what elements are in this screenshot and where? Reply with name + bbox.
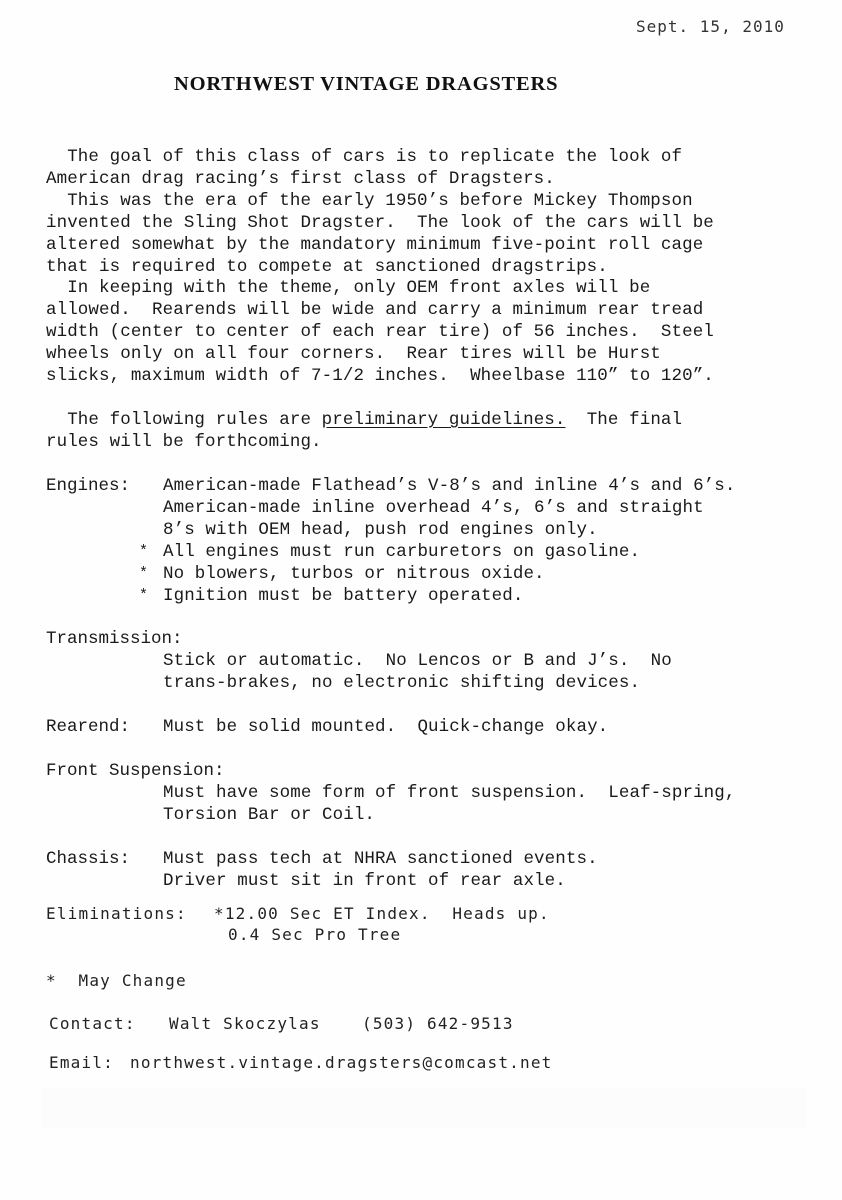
eliminations-line-2: 0.4 Sec Pro Tree [228, 925, 402, 944]
chassis-line: Must pass tech at NHRA sanctioned events. [163, 849, 598, 869]
scan-smudge [42, 1088, 807, 1128]
transmission-line: Stick or automatic. No Lencos or B and J’s. No [163, 651, 672, 671]
transmission-label: Transmission: [46, 629, 183, 649]
guidelines-line [46, 409, 682, 431]
email-address: northwest.vintage.dragsters@comcast.net [130, 1053, 553, 1072]
intro-line: This was the era of the early 1950’s before Mickey Thompson [46, 191, 693, 211]
intro-line: that is required to compete at sanctioned dragstrips. [46, 257, 608, 277]
guidelines-suffix: The final [565, 410, 683, 430]
eliminations-line-1: *12.00 Sec ET Index. Heads up. [214, 904, 550, 923]
intro-line: In keeping with the theme, only OEM front axles will be [46, 278, 651, 298]
engines-line: American-made Flathead’s V-8’s and inline 4’s and 6’s. [163, 476, 736, 496]
intro-line: The goal of this class of cars is to replicate the look of [46, 147, 683, 167]
guidelines-underlined: preliminary guidelines. [321, 410, 566, 430]
engines-line: American-made inline overhead 4’s, 6’s and straight [163, 498, 704, 518]
contact-name: Walt Skoczylas [169, 1014, 321, 1033]
transmission-line: trans-brakes, no electronic shifting devices. [163, 673, 641, 693]
engines-label: Engines: [46, 476, 131, 496]
intro-line: American drag racing’s first class of Dragsters. [46, 169, 555, 189]
document-title: NORTHWEST VINTAGE DRAGSTERS [174, 73, 559, 95]
engines-line: 8’s with OEM head, push rod engines only. [163, 520, 598, 540]
bullet-mark: * [139, 587, 149, 604]
eliminations-label: Eliminations: [46, 904, 187, 923]
email-label: Email: [49, 1053, 114, 1072]
contact-label: Contact: [49, 1014, 136, 1033]
contact-phone: (503) 642-9513 [362, 1014, 514, 1033]
engines-bullet: All engines must run carburetors on gasoline. [163, 542, 641, 562]
document-date: Sept. 15, 2010 [636, 17, 785, 36]
intro-line: altered somewhat by the mandatory minimum five-point roll cage [46, 235, 704, 255]
intro-line: wheels only on all four corners. Rear tires will be Hurst [46, 344, 661, 364]
chassis-label: Chassis: [46, 849, 131, 869]
engines-bullet: No blowers, turbos or nitrous oxide. [163, 564, 545, 584]
engines-bullet: Ignition must be battery operated. [163, 586, 524, 606]
rearend-label: Rearend: [46, 717, 131, 737]
intro-line: slicks, maximum width of 7-1/2 inches. Wheelbase 110” to 120”. [46, 366, 714, 386]
front-suspension-label: Front Suspension: [46, 761, 225, 781]
footnote: * May Change [46, 971, 187, 990]
bullet-mark: * [139, 543, 149, 560]
bullet-mark: * [139, 565, 149, 582]
rearend-text: Must be solid mounted. Quick-change okay. [163, 717, 609, 737]
front-suspension-line: Must have some form of front suspension. Leaf-spring, [163, 783, 736, 803]
intro-line: invented the Sling Shot Dragster. The look of the cars will be [46, 213, 714, 233]
front-suspension-line: Torsion Bar or Coil. [163, 805, 376, 825]
chassis-line: Driver must sit in front of rear axle. [163, 871, 566, 891]
intro-line: width (center to center of each rear tire) of 56 inches. Steel [46, 322, 714, 342]
guidelines-prefix: The following rules are [46, 410, 322, 430]
intro-line: allowed. Rearends will be wide and carry a minimum rear tread [46, 300, 704, 320]
guidelines-line-2: rules will be forthcoming. [46, 432, 322, 452]
